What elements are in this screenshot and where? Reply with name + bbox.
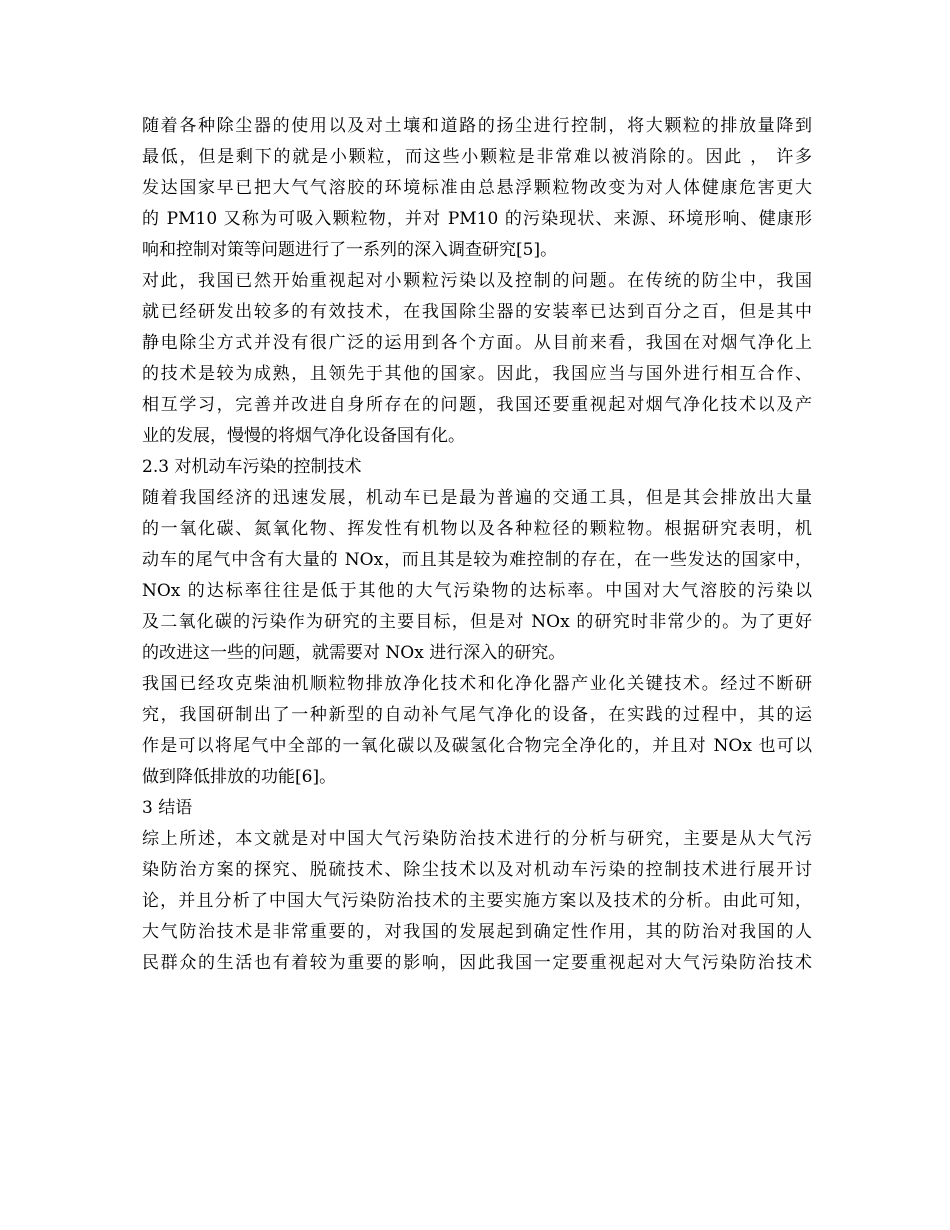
heading-text: 2.3 对机动车污染的控制技术 (142, 457, 362, 477)
text-line: 究，我国研制出了一种新型的自动补气尾气净化的设备，在实践的过程中，其的运 (142, 705, 812, 725)
text-line: 民群众的生活也有着较为重要的影响，因此我国一定要重视起对大气污染防治技术 (142, 953, 812, 973)
text-line: 作是可以将尾气中全部的一氧化碳以及碳氢化合物完全净化的，并且对 NOx 也可以 (142, 736, 812, 756)
text-line: 最低，但是剩下的就是小颗粒，而这些小颗粒是非常难以被消除的。因此 ， 许多 (142, 147, 812, 167)
document-body (142, 111, 812, 979)
text-line: 发达国家早已把大气气溶胶的环境标准由总悬浮颗粒物改变为对人体健康危害更大 (142, 178, 812, 198)
paragraph-conclusion (142, 824, 812, 979)
text-line: 的技术是较为成熟，且领先于其他的国家。因此，我国应当与国外进行相互合作、 (142, 364, 812, 384)
text-line: 相互学习，完善并改进自身所存在的问题，我国还要重视起对烟气净化技术以及产 (142, 395, 812, 415)
text-line: 的 PM10 又称为可吸入颗粒物，并对 PM10 的污染现状、来源、环境形响、健康形 (142, 209, 812, 229)
text-line: 及二氧化碳的污染作为研究的主要目标，但是对 NOx 的研究时非常少的。为了更好 (142, 612, 812, 632)
text-line: 对此，我国已然开始重视起对小颗粒污染以及控制的问题。在传统的防尘中，我国 (142, 271, 812, 291)
text-line: NOx 的达标率往往是低于其他的大气污染物的达标率。中国对大气溶胶的污染以 (142, 581, 812, 601)
paragraph-vehicle-emissions (142, 483, 812, 669)
text-line: 随着各种除尘器的使用以及对土壤和道路的扬尘进行控制，将大颗粒的排放量降到 (142, 116, 812, 136)
text-line: 业的发展，慢慢的将烟气净化设备国有化。 (142, 426, 465, 446)
text-line: 响和控制对策等问题进行了一系列的深入调查研究[5]。 (142, 240, 558, 260)
text-line: 染防治方案的探究、脱硫技术、除尘技术以及对机动车污染的控制技术进行展开讨 (142, 860, 812, 880)
text-line: 的改进这一些的问题，就需要对 NOx 进行深入的研究。 (142, 643, 566, 663)
section-heading-3 (142, 793, 812, 824)
text-line: 大气防治技术是非常重要的，对我国的发展起到确定性作用，其的防治对我国的人 (142, 922, 812, 942)
text-line: 动车的尾气中含有大量的 NOx，而且其是较为难控制的存在，在一些发达的国家中， (142, 550, 812, 570)
text-line: 随着我国经济的迅速发展，机动车已是最为普遍的交通工具，但是其会排放出大量 (142, 488, 812, 508)
paragraph-diesel-tech (142, 669, 812, 793)
text-line: 论，并且分析了中国大气污染防治技术的主要实施方案以及技术的分析。由此可知， (142, 891, 812, 911)
paragraph-pm10 (142, 111, 812, 266)
text-line: 做到降低排放的功能[6]。 (142, 767, 337, 787)
text-line: 就已经研发出较多的有效技术，在我国除尘器的安装率已达到百分之百，但是其中 (142, 302, 812, 322)
heading-text: 3 结语 (142, 798, 193, 818)
text-line: 综上所述，本文就是对中国大气污染防治技术进行的分析与研究，主要是从大气污 (142, 829, 812, 849)
paragraph-dust-control (142, 266, 812, 452)
text-line: 我国已经攻克柴油机顺粒物排放净化技术和化净化器产业化关键技术。经过不断研 (142, 674, 812, 694)
section-heading-2-3 (142, 452, 812, 483)
text-line: 静电除尘方式并没有很广泛的运用到各个方面。从目前来看，我国在对烟气净化上 (142, 333, 812, 353)
text-line: 的一氧化碳、氮氧化物、挥发性有机物以及各种粒径的颗粒物。根据研究表明，机 (142, 519, 812, 539)
